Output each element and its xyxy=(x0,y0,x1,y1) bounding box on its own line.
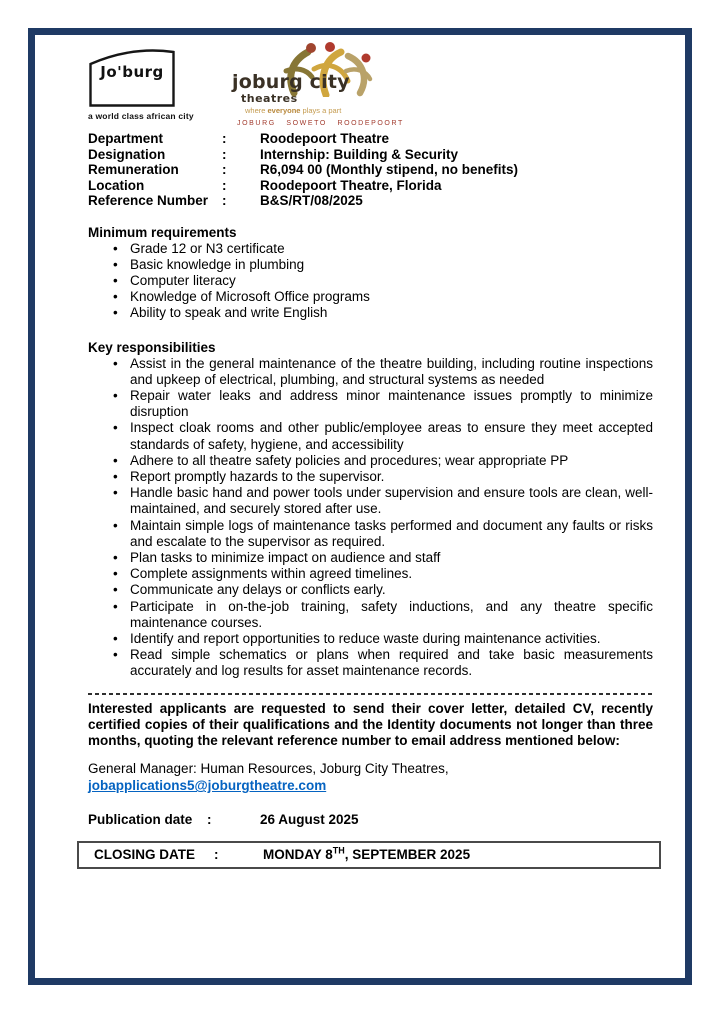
detail-row-department: Department : Roodepoort Theatre xyxy=(88,131,653,147)
detail-row-location: Location : Roodepoort Theatre, Florida xyxy=(88,178,653,194)
responsibility-item: • Assist in the general maintenance of the theatre building, including routine inspections and upkeep of electrical, plumbing, and structural systems as needed xyxy=(88,356,653,388)
detail-row-designation: Designation : Internship: Building & Security xyxy=(88,147,653,163)
joburg-logo-wordmark: Jo'burg xyxy=(100,63,164,81)
responsibility-item: • Read simple schematics or plans when required and take basic measurements accurately and log results for asset maintenance records. xyxy=(88,647,653,679)
joburg-logo xyxy=(88,43,194,121)
minimum-requirements-list xyxy=(88,241,653,322)
detail-row-reference-number: Reference Number : B&S/RT/08/2025 xyxy=(88,193,653,209)
key-responsibilities-heading: Key responsibilities xyxy=(88,339,216,355)
detail-value: B&S/RT/08/2025 xyxy=(260,193,363,208)
detail-label: Reference Number xyxy=(88,193,209,208)
joburg-city-theatres-logo xyxy=(232,43,404,128)
email-link[interactable]: jobapplications5@joburgtheatre.com xyxy=(88,778,327,794)
detail-label: Remuneration xyxy=(88,162,179,177)
publication-date-label: Publication date xyxy=(88,812,193,828)
responsibility-item: • Plan tasks to minimize impact on audience and staff xyxy=(88,550,653,566)
detail-row-remuneration: Remuneration : R6,094 00 (Monthly stipend, no benefits) xyxy=(88,162,653,178)
jct-logo-cities: JOBURG SOWETO ROODEPOORT xyxy=(237,120,404,127)
page-border-frame xyxy=(28,28,692,985)
responsibility-item: • Complete assignments within agreed timelines. xyxy=(88,566,653,582)
logo-row xyxy=(88,43,653,128)
detail-value: Roodepoort Theatre xyxy=(260,131,390,146)
closing-date-value: MONDAY 8TH, SEPTEMBER 2025 xyxy=(263,845,471,863)
key-responsibilities-list xyxy=(88,356,653,680)
requirement-item: • Knowledge of Microsoft Office programs xyxy=(88,289,653,305)
responsibility-item: • Maintain simple logs of maintenance tasks performed and document any faults or risks and escalate to the supervisor as required. xyxy=(88,518,653,550)
joburg-logo-box xyxy=(88,43,176,107)
detail-label: Location xyxy=(88,177,145,193)
closing-date-label: CLOSING DATE xyxy=(94,847,195,863)
dashed-divider xyxy=(88,693,653,695)
publication-date-row: Publication date : 26 August 2025 xyxy=(88,812,359,828)
requirement-item: • Basic knowledge in plumbing xyxy=(88,257,653,273)
requirement-item: • Ability to speak and write English xyxy=(88,305,653,321)
responsibility-item: • Report promptly hazards to the supervisor. xyxy=(88,469,653,485)
detail-value: Internship: Building & Security xyxy=(260,146,459,162)
responsibility-item: • Adhere to all theatre safety policies and procedures; wear appropriate PP xyxy=(88,453,653,469)
requirement-item: • Computer literacy xyxy=(88,273,653,289)
detail-label: Designation xyxy=(88,146,166,162)
contact-line: General Manager: Human Resources, Joburg City Theatres, xyxy=(88,761,449,777)
joburg-logo-caption: a world class african city xyxy=(88,111,194,121)
closing-date-box: CLOSING DATE : MONDAY 8TH, SEPTEMBER 2025 xyxy=(77,841,661,869)
responsibility-item: • Handle basic hand and power tools under supervision and ensure tools are clean, well-maintained, and securely stored after use. xyxy=(88,485,653,517)
detail-value: R6,094 00 (Monthly stipend, no benefits) xyxy=(260,162,519,177)
jct-logo-tagline: where everyone plays a part xyxy=(245,106,342,115)
detail-label: Department xyxy=(88,131,164,146)
minimum-requirements-heading: Minimum requirements xyxy=(88,224,237,240)
responsibility-item: • Participate in on-the-job training, safety inductions, and any theatre specific maintenance courses. xyxy=(88,599,653,631)
responsibility-item: • Identify and report opportunities to reduce waste during maintenance activities. xyxy=(88,631,653,647)
jct-logo-title: joburg city xyxy=(232,71,350,93)
responsibility-item: • Communicate any delays or conflicts early. xyxy=(88,582,653,598)
responsibility-item: • Inspect cloak rooms and other public/employee areas to ensure they meet accepted standards of safety, hygiene, and accessibility xyxy=(88,420,653,452)
responsibility-item: • Repair water leaks and address minor maintenance issues promptly to minimize disruption xyxy=(88,388,653,420)
requirement-item: • Grade 12 or N3 certificate xyxy=(88,241,653,257)
detail-value: Roodepoort Theatre, Florida xyxy=(260,177,442,193)
application-instructions: Interested applicants are requested to send their cover letter, detailed CV, recently certified copies of their qualifications and the Identity documents not longer than three months, quoting the relevant reference number to email address mentioned below: xyxy=(88,700,653,748)
vacancy-details xyxy=(88,131,653,209)
publication-date-value: 26 August 2025 xyxy=(260,812,359,828)
jct-logo-subtitle: theatres xyxy=(241,92,298,105)
